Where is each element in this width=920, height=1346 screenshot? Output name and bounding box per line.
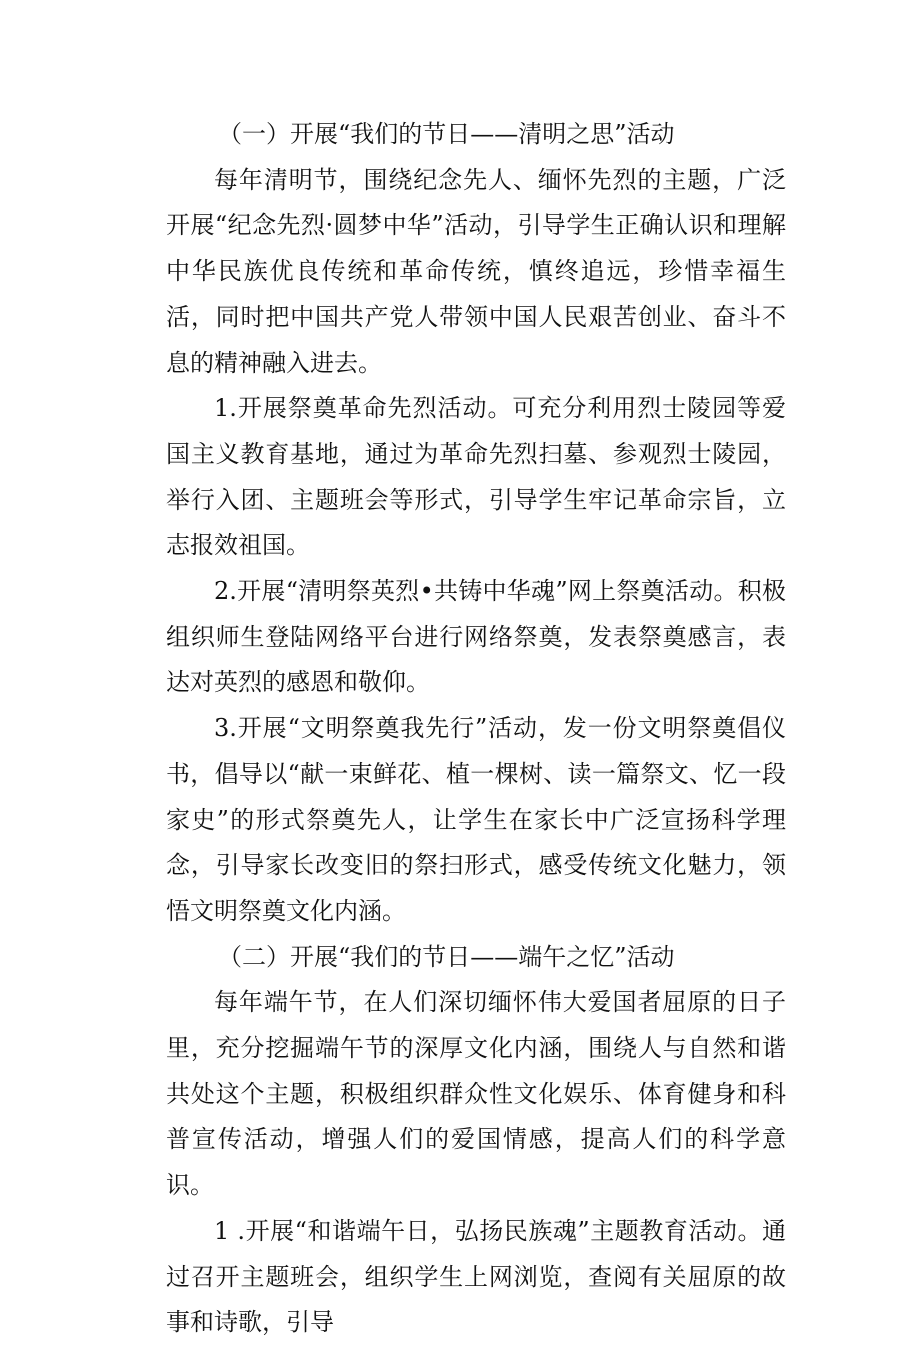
list-item-duanwu-1: 1 .开展“和谐端午日，弘扬民族魂”主题教育活动。通过召开主题班会，组织学生上网浏览，查阅有关屈原的故事和诗歌，引导 [166,1216,786,1337]
section-heading-duanwu: （二）开展“我们的节日——端午之忆”活动 [218,942,675,971]
section-heading-qingming: （一）开展“我们的节日——清明之思”活动 [218,120,675,148]
list-item-qingming-3: 3.开展“文明祭奠我先行”活动，发一份文明祭奠倡仪书，倡导以“献一束鲜花、植一棵树、读一篇祭文、忆一段家史”的形式祭奠先人，让学生在家长中广泛宣扬科学理念，引导家长改变旧的祭扫形式，感受传统文化魅力，领悟文明祭奠文化内涵。 [166,714,786,925]
paragraph-duanwu-intro: 每年端午节，在人们深切缅怀伟大爱国者屈原的日子里，充分挖掘端午节的深厚文化内涵，围绕人与自然和谐共处这个主题，积极组织群众性文化娱乐、体育健身和科普宣传活动，增强人们的爱国情感，提高人们的科学意识。 [166,988,786,1200]
paragraph-qingming-intro: 每年清明节，围绕纪念先人、缅怀先烈的主题，广泛开展“纪念先烈·圆梦中华”活动，引导学生正确认识和理解中华民族优良传统和革命传统，慎终追远，珍惜幸福生活，同时把中国共产党人带领中国人民艰苦创业、奋斗不息的精神融入进去。 [166,165,786,377]
document-body [166,112,786,1346]
list-item-qingming-1: 1.开展祭奠革命先烈活动。可充分利用烈士陵园等爱国主义教育基地，通过为革命先烈扫墓、参观烈士陵园，举行入团、主题班会等形式，引导学生牢记革命宗旨，立志报效祖国。 [166,394,786,560]
list-item-qingming-2: 2.开展“清明祭英烈•共铸中华魂”网上祭奠活动。积极组织师生登陆网络平台进行网络祭奠，发表祭奠感言，表达对英烈的感恩和敬仰。 [166,577,786,697]
